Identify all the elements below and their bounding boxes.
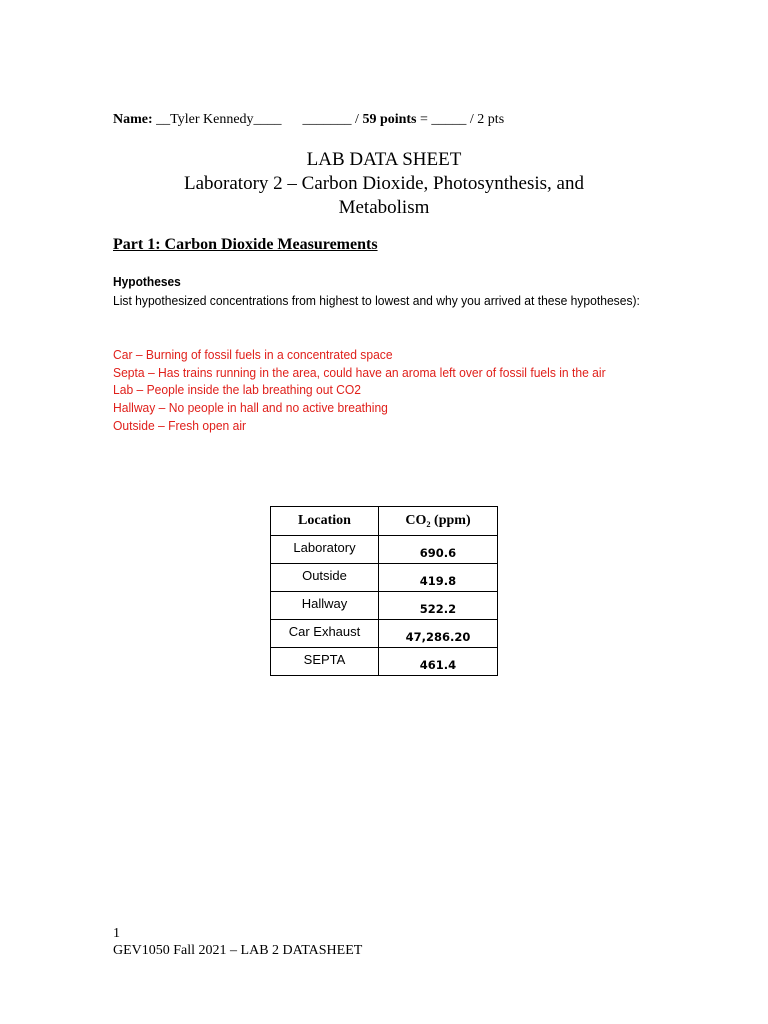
header-location: Location — [271, 507, 379, 536]
hypotheses-instructions: List hypothesized concentrations from highest to lowest and why you arrived at these hypotheses): — [113, 293, 640, 308]
footer-page-number: 1 — [113, 926, 120, 941]
footer-text: GEV1050 Fall 2021 – LAB 2 DATASHEET — [113, 943, 363, 958]
hypothesis-item: Septa – Has trains running in the area, could have an aroma left over of fossil fuels in the air — [113, 364, 606, 380]
hypotheses-list — [113, 346, 652, 435]
table-row — [271, 620, 498, 648]
title-lab-data-sheet: LAB DATA SHEET — [306, 149, 462, 170]
part1-heading: Part 1: Carbon Dioxide Measurements — [113, 236, 378, 253]
location-cell: Car Exhaust — [271, 620, 379, 648]
header-co2: CO₂ (ppm) — [379, 507, 498, 536]
location-cell: Laboratory — [271, 536, 379, 564]
co2-cell: 522.2 — [379, 592, 498, 620]
table-row — [271, 564, 498, 592]
table-header-row — [271, 507, 498, 536]
location-cell: Hallway — [271, 592, 379, 620]
points-label: 59 points — [362, 112, 417, 127]
hypothesis-item: Car – Burning of fossil fuels in a concentrated space — [113, 347, 393, 362]
name-score-line — [113, 112, 504, 128]
table-row — [271, 592, 498, 620]
title-laboratory: Laboratory 2 – Carbon Dioxide, Photosynthesis, and — [183, 173, 584, 194]
hypothesis-item: Lab – People inside the lab breathing out CO2 — [113, 382, 362, 398]
name-label: Name: — [113, 112, 153, 127]
title-metabolism: Metabolism — [338, 197, 430, 218]
location-cell: Outside — [271, 564, 379, 592]
hypothesis-item: Hallway – No people in hall and no active breathing — [113, 400, 388, 416]
location-cell: SEPTA — [271, 648, 379, 676]
co2-cell: 419.8 — [379, 564, 498, 592]
hypothesis-item: Outside – Fresh open air — [113, 417, 247, 433]
table-row — [271, 648, 498, 676]
title-block — [100, 148, 668, 220]
co2-cell: 461.4 — [379, 648, 498, 676]
hypotheses-heading: Hypotheses — [113, 274, 181, 289]
co2-cell: 690.6 — [379, 536, 498, 564]
student-name: __Tyler Kennedy____ — [152, 112, 282, 127]
score-blank: _______ / — [302, 112, 363, 127]
co2-cell: 47,286.20 — [379, 620, 498, 648]
table-row — [271, 536, 498, 564]
grade-fraction: = _____ / 2 pts — [416, 112, 505, 127]
co2-table — [270, 506, 498, 676]
